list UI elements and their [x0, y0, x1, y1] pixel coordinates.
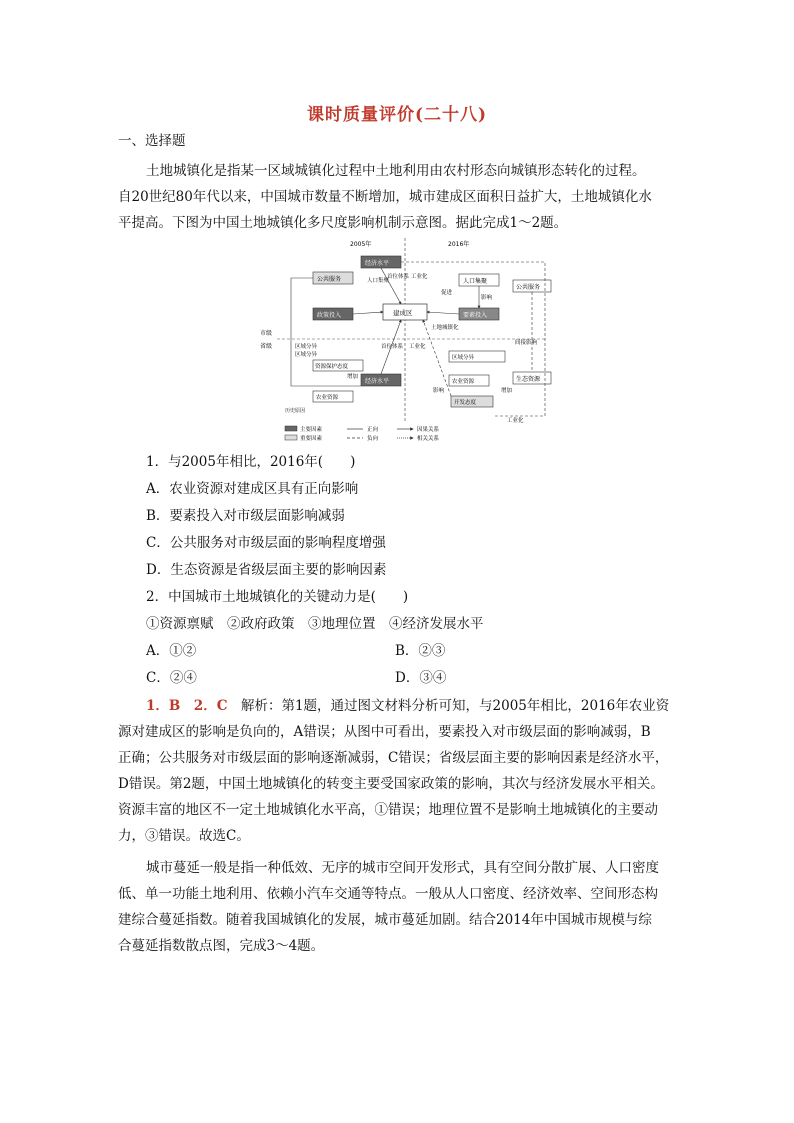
label-primacy: 首位体系	[387, 274, 410, 280]
q2-choices: ①资源禀赋 ②政府政策 ③地理位置 ④经济发展水平	[146, 616, 484, 632]
q1-option-d: D．生态资源是省级层面主要的影响因素	[146, 562, 387, 578]
legend-main-swatch	[285, 426, 297, 431]
q2-option-a: A．①②	[146, 643, 197, 659]
intro2-line-3: 建综合蔓延指数。随着我国城镇化的发展，城市蔓延加剧。结合2014年中国城市规模与综	[118, 912, 652, 928]
agri-resource-label-left: 农业资源	[316, 395, 339, 401]
answer-text-1: 解析：第1题，通过图文材料分析可知，与2005年相比，2016年农业资	[227, 698, 670, 714]
intro1-line-2: 自20世纪80年代以来，中国城市数量不断增加，城市建成区面积日益扩大，土地城镇化水	[118, 189, 652, 205]
answer-line-1	[146, 696, 706, 716]
policy-input-label: 政策投入	[317, 312, 342, 319]
label-promote: 促进	[441, 290, 453, 296]
answer-line-2: 源对建成区的影响是负向的，A错误；从图中可看出，要素投入对市级层面的影响减弱，B	[118, 724, 651, 740]
intro2-line-1: 城市蔓延一般是指一种低效、无序的城市空间开发形式，具有空间分散扩展、人口密度	[146, 860, 659, 876]
economy-level-label-bottom: 经济水平	[365, 378, 390, 385]
answer-line-3: 正确；公共服务对市级层面的影响逐渐减弱，C错误；省级层面主要的影响因素是经济水平，	[118, 750, 669, 766]
factor-input-label: 要素投入	[463, 312, 488, 319]
label-influence: 影响	[481, 295, 493, 301]
edge-factor-builtup	[427, 312, 459, 314]
legend-important-label: 重要因素	[300, 436, 323, 442]
public-service-label-right: 公共服务	[516, 284, 541, 291]
legend-main-label: 主要因素	[300, 427, 323, 433]
edge-policy-builtup	[353, 312, 383, 314]
q2-stem: 2．中国城市土地城镇化的关键动力是( )	[146, 589, 409, 605]
eco-resource-label: 生态资源	[516, 376, 541, 383]
answer-line-4: D错误。第2题，中国土地城镇化的转变主要受国家政策的影响，其次与经济发展水平相关。	[118, 776, 664, 792]
label-land-urbanization: 土地城镇化	[431, 325, 459, 331]
economy-level-label-top: 经济水平	[365, 260, 390, 267]
label-influence-2: 影响	[433, 388, 445, 394]
answer-key: 1．B 2．C	[146, 698, 228, 714]
label-indirect-influence: 间接影响	[515, 340, 538, 346]
population-label-right: 人口集聚	[463, 278, 488, 285]
q1-stem: 1．与2005年相比，2016年( )	[146, 454, 356, 470]
q2-option-d: D．③④	[395, 670, 447, 686]
development-attitude-label: 开发态度	[454, 400, 477, 406]
label-population: 人口集聚	[367, 278, 390, 284]
label-historical-reason: 历史原因	[285, 408, 306, 414]
label-regional-diff-2: 区域分异	[295, 352, 318, 358]
year-right-label: 2016年	[448, 241, 470, 248]
urbanization-mechanism-diagram	[255, 236, 555, 444]
edge-development-builtup	[423, 320, 451, 396]
intro1-line-3: 平提高。下图为中国土地城镇化多尺度影响机制示意图。据此完成1～2题。	[118, 215, 568, 231]
legend-important-swatch	[285, 435, 297, 440]
q1-option-b: B．要素投入对市级层面影响减弱	[146, 508, 345, 524]
built-up-area-label: 建成区	[393, 309, 413, 317]
label-industrialization: 工业化	[411, 274, 428, 280]
q2-option-b: B．②③	[395, 643, 446, 659]
level-city-label: 市级	[260, 330, 273, 337]
label-primacy-2: 首位体系	[381, 344, 404, 350]
label-increase-right: 增加	[501, 388, 513, 394]
legend-correlation-label: 相关关系	[417, 436, 440, 442]
regional-diff-label-right: 区域分异	[452, 355, 475, 361]
legend-negative-label: 负向	[367, 436, 379, 442]
level-province-label: 省级	[260, 343, 273, 350]
legend-positive-label: 正向	[367, 427, 379, 433]
legend-causal-label: 因果关系	[417, 427, 440, 433]
intro2-line-2: 低、单一功能土地利用、依赖小汽车交通等特点。一般从人口密度、经济效率、空间形态构	[118, 886, 658, 902]
label-industrialization-3: 工业化	[507, 418, 524, 424]
answer-line-5: 资源丰富的地区不一定土地城镇化水平高，①错误；地理位置不是影响土地城镇化的主要动	[118, 802, 658, 818]
q2-options-row1	[146, 641, 666, 661]
label-increase-left: 增加	[347, 374, 359, 380]
section-heading: 一、选择题	[118, 133, 186, 149]
year-left-label: 2005年	[350, 241, 372, 248]
q2-options-row2	[146, 668, 666, 688]
diagram-svg	[255, 236, 555, 444]
q2-option-c: C．②④	[146, 670, 197, 686]
agri-resource-label-right: 农业资源	[452, 379, 475, 385]
resource-protection-label-left: 资源保护态度	[315, 364, 349, 370]
page-title: 课时质量评价(二十八)	[306, 105, 488, 125]
label-industrialization-2: 工业化	[409, 344, 426, 350]
q1-option-a: A．农业资源对建成区具有正向影响	[146, 481, 359, 497]
intro2-line-4: 合蔓延指数散点图，完成3～4题。	[118, 938, 325, 954]
q1-option-c: C．公共服务对市级层面的影响程度增强	[146, 535, 386, 551]
label-regional-diff: 区域分异	[295, 344, 318, 350]
public-service-label-left: 公共服务	[317, 276, 342, 283]
intro1-line-1: 土地城镇化是指某一区域城镇化过程中土地利用由农村形态向城镇形态转化的过程。	[146, 163, 646, 179]
answer-line-6: 力，③错误。故选C。	[118, 828, 250, 844]
